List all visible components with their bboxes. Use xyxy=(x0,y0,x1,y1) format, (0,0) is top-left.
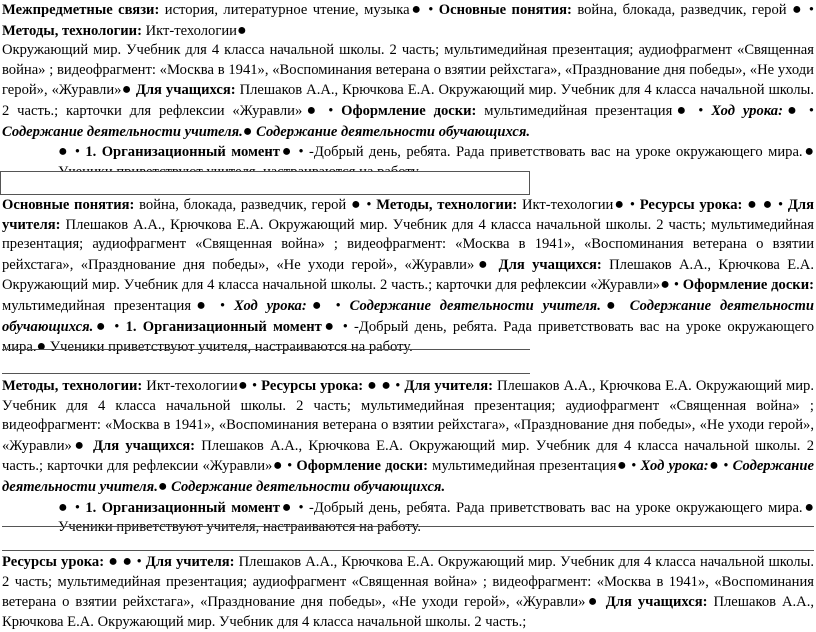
heading-soderzhanie-obuchayushchikhsya-lead: Содержание деятельности обучающихся. xyxy=(256,123,531,140)
bullet-icon: • xyxy=(808,2,815,18)
bullet-icon: • xyxy=(631,458,637,475)
dot-icon: ● xyxy=(121,81,132,99)
dot-icon: ● xyxy=(242,122,253,140)
heading-resursy: Ресурсы урока: xyxy=(2,554,105,570)
dot-icon: ● xyxy=(279,143,294,161)
text-dlya-uchitelya: Плешаков А.А., Крючкова Е.А. Окружающий мир. Учебник для 4 класса начальной школы. 2 часть; мультимедийная презентация; аудиофрагмент «Священная война» ; видеофрагмент: «Москва в 1941», «Воспоминания ветерана о взятии рейхстага», «Празднование дня победы», «Не уходи герой», «Журавли» xyxy=(2,378,814,454)
dot-icon: ● xyxy=(600,296,621,314)
heading-soderzhanie-uchitelya: Содержание деятельности учителя. xyxy=(2,123,243,140)
divider xyxy=(2,526,814,527)
section-block-4 xyxy=(2,552,814,632)
dot-icon: ● xyxy=(409,1,423,18)
heading-dlya-uchashchikhsya: Для учащихся: xyxy=(92,437,196,454)
heading-dlya-uchashchikhsya: Для учащихся: xyxy=(605,594,708,611)
text-dlya-uchashchikhsya: Плешаков А.А., Крючкова Е.А. Окружающий мир. Учебник для 4 класса начальной школы. 2 часть.; xyxy=(2,594,815,630)
bullet-icon: • xyxy=(629,197,635,213)
bullet-icon: • xyxy=(136,554,142,570)
text-metody: Икт-техологии xyxy=(142,378,238,394)
heading-soderzhanie-obuchayushchikhsya-lead: Содержание деятельности обучающихся. xyxy=(171,478,446,495)
text-osnovnye-ponyatiya: война, блокада, разведчик, герой xyxy=(571,2,787,18)
text-ucheniki: Ученики приветствуют учителя, настраиваются на работу. xyxy=(58,519,422,536)
heading-org-moment: 1. Организационный момент xyxy=(125,318,322,335)
dot-icon: ● xyxy=(58,143,70,161)
bullet-icon: • xyxy=(698,102,704,119)
text-org-moment: -Добрый день, ребята. Рада приветствовать вас на уроке окружающего мира. xyxy=(303,499,803,516)
bullet-icon: • xyxy=(328,102,334,119)
dot-icon: ● xyxy=(802,498,814,516)
bullet-icon: • xyxy=(342,318,348,335)
divider xyxy=(2,373,530,374)
heading-metody: Методы, технологии: xyxy=(376,197,518,213)
bullet-icon: • xyxy=(298,144,304,161)
dot-icon: ● xyxy=(782,101,802,119)
dot-icon: ● xyxy=(237,377,249,394)
dot-icon: ● xyxy=(350,196,362,213)
dot-icon: ● xyxy=(272,457,283,475)
heading-metody: Методы, технологии: xyxy=(2,22,142,39)
paragraph xyxy=(2,376,814,498)
dot-icon: ● xyxy=(585,593,600,611)
dot-icon: ● xyxy=(122,553,133,570)
heading-org-moment: 1. Организационный момент xyxy=(85,144,280,161)
dot-icon: ● xyxy=(474,255,492,273)
bullet-icon: • xyxy=(428,2,434,18)
dot-icon: ● xyxy=(613,196,626,213)
dot-icon: ● xyxy=(108,553,119,570)
bullet-icon: • xyxy=(723,458,729,475)
bullet-icon: • xyxy=(335,297,341,314)
text-dlya-uchashchikhsya: Плешаков А.А., Крючкова Е.А. Окружающий мир. Учебник для 4 класса начальной школы. 2 часть.; карточки для рефлексии «Журавли» xyxy=(2,256,814,294)
dot-icon: ● xyxy=(58,498,70,516)
bullet-icon: • xyxy=(114,318,120,335)
dot-icon: ● xyxy=(672,101,691,119)
text-org-moment: -Добрый день, ребята. Рада приветствовать вас на уроке окружающего мира. xyxy=(2,318,815,356)
text-oformlenie: мультимедийная презентация xyxy=(2,297,192,314)
bullet-icon: • xyxy=(808,102,814,119)
dot-icon: ● xyxy=(792,1,804,18)
text-metody: Икт-техологии xyxy=(141,22,237,39)
bullet-icon: • xyxy=(287,458,293,475)
text-osnovnye-ponyatiya: война, блокада, разведчик, герой xyxy=(134,197,347,213)
paragraph xyxy=(2,552,814,632)
dot-icon: ● xyxy=(157,477,168,495)
bullet-icon: • xyxy=(395,378,401,394)
dot-icon: ● xyxy=(302,101,321,119)
heading-soderzhanie-uchitelya: Содержание деятельности учителя. xyxy=(349,297,601,314)
heading-osnovnye-ponyatiya: Основные понятия: xyxy=(2,197,135,213)
heading-oformlenie: Оформление доски: xyxy=(682,277,814,294)
heading-org-moment: 1. Организационный момент xyxy=(85,499,280,516)
dot-icon: ● xyxy=(191,296,212,314)
heading-hod-uroka: Ход урока: xyxy=(234,297,307,314)
heading-soderzhanie-uchitelya: Содержание деятельности учителя. xyxy=(2,458,814,495)
bullet-icon: • xyxy=(673,277,679,294)
bullet-icon: • xyxy=(74,144,80,161)
heading-oformlenie: Оформление доски: xyxy=(296,458,428,475)
dot-icon: ● xyxy=(236,21,247,39)
text-dlya-uchitelya: Плешаков А.А., Крючкова Е.А. Окружающий мир. Учебник для 4 класса начальной школы. 2 часть; мультимедийная презентация; аудиофрагмент «Священная война» ; видеофрагмент: «Москва в 1941», «Воспоминания ветерана о взятии рейхстага», «Празднование дня победы», «Не уходи герой», «Журавли» xyxy=(2,216,814,273)
empty-cell xyxy=(0,171,530,195)
text-ucheniki: Ученики приветствуют учителя, настраиваются на работу. xyxy=(46,339,413,356)
paragraph xyxy=(2,195,814,358)
bullet-icon: • xyxy=(366,197,372,213)
paragraph xyxy=(2,41,814,142)
dot-icon: ● xyxy=(381,377,392,394)
text-oformlenie: мультимедийная презентация xyxy=(427,458,617,475)
heading-hod-uroka: Ход урока: xyxy=(711,102,783,119)
bullet-icon: • xyxy=(74,499,80,516)
dot-icon: ● xyxy=(93,317,109,335)
dot-icon: ● xyxy=(321,317,337,335)
section-block-3 xyxy=(2,376,814,538)
heading-dlya-uchashchikhsya: Для учащихся: xyxy=(498,256,602,273)
heading-metody: Методы, технологии: xyxy=(2,378,143,394)
section-block-1 xyxy=(2,0,814,182)
bullet-icon: • xyxy=(298,499,304,516)
heading-soderzhanie-obuchayushchikhsya: Содержание деятельности обучающихся. xyxy=(2,297,814,335)
divider xyxy=(2,349,530,350)
bullet-icon: • xyxy=(252,378,258,394)
section-block-2 xyxy=(2,195,814,358)
text-uchebnik: Окружающий мир. Учебник для 4 класса начальной школы. 2 часть; мультимедийная презентация; аудиофрагмент «Священная война» ; видеофрагмент: «Москва в 1941», «Воспоминания ветерана о взятии рейхстага», «Празднование дня победы», «Не уходи герой», «Журавли» xyxy=(2,42,814,99)
dot-icon: ● xyxy=(36,338,47,356)
dot-icon: ● xyxy=(367,377,378,394)
heading-osnovnye-ponyatiya: Основные понятия: xyxy=(438,2,572,18)
dot-icon: ● xyxy=(747,196,758,213)
bullet-icon: • xyxy=(778,197,784,213)
heading-resursy: Ресурсы урока: xyxy=(639,197,743,213)
heading-mezhpredmetnye: Межпредметные связи: xyxy=(2,2,160,18)
dot-icon: ● xyxy=(616,457,628,475)
dot-icon: ● xyxy=(306,296,327,314)
heading-dlya-uchashchikhsya: Для учащихся: xyxy=(135,82,236,99)
dot-icon: ● xyxy=(279,498,294,516)
heading-hod-uroka: Ход урока: xyxy=(640,458,709,475)
text-metody: Икт-техологии xyxy=(517,197,614,213)
paragraph xyxy=(2,498,814,538)
dot-icon: ● xyxy=(708,457,720,475)
dot-icon: ● xyxy=(71,436,87,454)
heading-dlya-uchitelya: Для учителя: xyxy=(404,378,493,394)
dot-icon: ● xyxy=(660,276,671,294)
text-dlya-uchitelya: Плешаков А.А., Крючкова Е.А. Окружающий мир. Учебник для 4 класса начальной школы. 2 часть; мультимедийная презентация; аудиофрагмент «Священная война» ; видеофрагмент: «Москва в 1941», «Воспоминания ветерана о взятии рейхстага», «Празднование дня победы», «Не уходи герой», «Журавли» xyxy=(2,554,815,611)
text-dlya-uchashchikhsya: Плешаков А.А., Крючкова Е.А. Окружающий мир. Учебник для 4 класса начальной школы. 2 часть.; карточки для рефлексии «Журавли» xyxy=(2,437,814,475)
text-oformlenie: мультимедийная презентация xyxy=(476,102,673,119)
heading-dlya-uchitelya: Для учителя: xyxy=(145,554,235,570)
bullet-icon: • xyxy=(220,297,226,314)
text-dlya-uchashchikhsya: Плешаков А.А., Крючкова Е.А. Окружающий мир. Учебник для 4 класса начальной школы. 2 часть.; карточки для рефлексии «Журавли» xyxy=(2,82,814,119)
heading-resursy: Ресурсы урока: xyxy=(261,378,364,394)
paragraph xyxy=(2,0,814,41)
text-org-moment: -Добрый день, ребята. Рада приветствовать вас на уроке окружающего мира. xyxy=(303,144,803,161)
divider xyxy=(2,550,814,551)
dot-icon: ● xyxy=(802,143,814,161)
dot-icon: ● xyxy=(762,196,774,213)
text-mezhpredmetnye: история, литературное чтение, музыка xyxy=(159,2,410,18)
heading-dlya-uchitelya: Для учителя: xyxy=(2,197,814,233)
heading-oformlenie: Оформление доски: xyxy=(341,102,477,119)
